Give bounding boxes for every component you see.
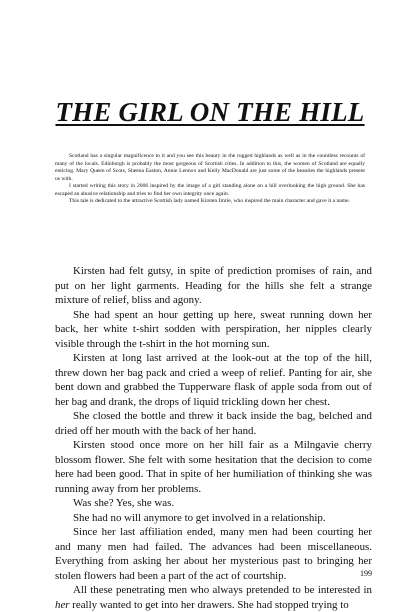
body-paragraph: Was she? Yes, she was. (73, 497, 175, 509)
intro-paragraph: Scotland has a singular magnificence to it and you see this beauty in the rugged highlands as well as in the countless recounts of many of the locals. Edinburgh is probably the most gorgeous of Scottish cities. In addition to this, the women of Scotland are equally enticing. Mary Queen of Scots, Sheena Easton, Annie Lennox and Kelly MacDonald are just some of the beauties the highlands present us with. (55, 153, 365, 182)
story-body (55, 264, 372, 612)
body-paragraph: Kirsten stood once more on her hill fair as a Milngavie cherry blossom flower. She felt with some hesitation that the decision to come here had been good. That in spite of her humiliation of thinking she was running away from her problems. (55, 439, 372, 495)
intro-paragraph: This tale is dedicated to the attractive Scottish lady named Kirsten Imrie, who inspired the main character and gave it a name. (69, 198, 350, 204)
page-number: 199 (360, 569, 372, 578)
body-paragraph: She closed the bottle and threw it back inside the bag, belched and dried off her mouth with the back of her hand. (55, 410, 372, 437)
chapter-title: THE GIRL ON THE HILL (55, 97, 365, 127)
body-paragraph: Kirsten at long last arrived at the look-out at the top of the hill, threw down her bag pack and cried a weep of relief. Panting for air, she bent down and grabbed the Tupperware flask of apple soda from out of her bag and drank, the drops of liquid trickling down her chest. (55, 352, 372, 408)
body-paragraph (55, 583, 372, 612)
body-paragraph: She had spent an hour getting up here, sweat running down her back, her white t-shirt sodden with perspiration, her nipples clearly visible through the t-shirt in the hot morning sun. (55, 308, 372, 350)
emphasized-word: her (55, 598, 70, 611)
paragraph-text: really wanted to get into her drawers. She had stopped trying to (69, 598, 349, 611)
body-paragraph: She had no will anymore to get involved in a relationship. (73, 511, 326, 524)
body-paragraph: Since her last affiliation ended, many men had been courting her and many men had failed. The advances had been miscellaneous. Everything from asking her about her mysterious past to bringing her stolen flowers had been a part of the act of courtship. (55, 526, 372, 582)
body-paragraph: Kirsten had felt gutsy, in spite of prediction promises of rain, and put on her light garments. Heading for the hills she felt a strange mixture of relief, bliss and agony. (55, 265, 372, 306)
intro-section (55, 153, 365, 206)
intro-paragraph: I started writing this story in 2006 inspired by the image of a girl standing alone on a hill overlooking the high ground. She has escaped an abusive relationship and tries to find her own integrity once again. (55, 183, 365, 197)
paragraph-text: All these penetrating men who always pretended to be interested in (73, 584, 372, 596)
